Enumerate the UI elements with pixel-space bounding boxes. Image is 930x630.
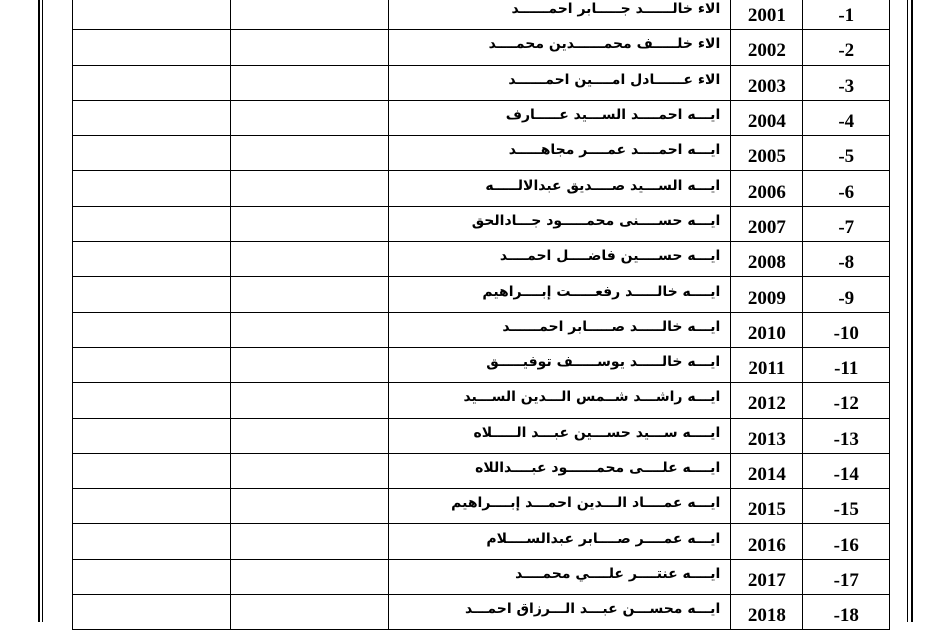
row-index-cell [803,418,890,453]
student-name-cell [389,418,731,453]
seat-number-cell [731,0,803,30]
row-index-cell [803,65,890,100]
row-index: -14 [833,464,859,485]
blank-cell-grade-2 [230,347,389,382]
student-name-cell [389,30,731,65]
student-name: ايــــه خالـــــد رفعـــــت إبــــراهيم [482,283,721,300]
blank-cell-grade-1 [73,277,231,312]
table-row [73,0,890,30]
table-row [73,347,890,382]
seat-number-cell [731,559,803,594]
student-name: ايـــه حســــين فاضــــل احمــــد [499,248,721,265]
seat-number: 2011 [748,358,786,380]
student-name-cell [389,65,731,100]
row-index-cell [803,242,890,277]
row-index-cell [803,489,890,524]
student-name-cell [389,595,731,630]
row-index: -5 [838,146,855,168]
blank-cell-grade-1 [73,136,231,171]
seat-number-cell [731,136,803,171]
seat-number-cell [731,206,803,241]
blank-cell-grade-2 [230,30,389,65]
student-name: ايـــه الســـيد صــــديق عبدالالـــــه [485,177,721,194]
blank-cell-grade-2 [230,489,389,524]
seat-number: 2003 [747,75,786,97]
row-index-cell [803,171,890,206]
blank-cell-grade-2 [230,453,389,488]
seat-number: 2010 [747,322,786,344]
seat-number: 2018 [747,605,786,627]
student-name: ايـــه محســـن عبـــد الـــرزاق احمـــد [464,601,721,618]
seat-number-cell [731,383,803,418]
blank-cell-grade-2 [230,383,389,418]
student-name: الاء خلـــــف محمــــــدين محمــــد [488,36,721,53]
student-name-cell [389,347,731,382]
student-name: ايـــه خالـــــد يوســـــف توفيـــــق [486,354,721,371]
seat-number: 2014 [747,464,786,485]
student-name-cell [389,136,731,171]
blank-cell-grade-2 [230,559,389,594]
table-row [73,418,890,453]
row-index-cell [803,383,890,418]
row-index: -16 [833,534,859,556]
seat-number-cell [731,347,803,382]
blank-cell-grade-2 [230,418,389,453]
blank-cell-grade-2 [230,524,389,559]
student-name-cell [389,559,731,594]
row-index: -13 [833,428,859,450]
row-index-cell [803,277,890,312]
seat-number: 2001 [747,5,786,27]
seat-number-cell [731,524,803,559]
student-name-cell [389,171,731,206]
student-name: ايـــه احمــــد عمــــر مجاهـــــد [508,142,721,159]
row-index-cell [803,559,890,594]
seat-number: 2007 [747,216,786,238]
blank-cell-grade-2 [230,242,389,277]
blank-cell-grade-1 [73,453,231,488]
table-row [73,453,890,488]
student-name-cell [389,0,731,30]
student-name-cell [389,100,731,135]
student-name: ايـــه حســــنى محمـــــود جـــادالحق [471,212,721,229]
table-row [73,312,890,347]
row-index: -8 [838,252,855,274]
seat-number-cell [731,100,803,135]
row-index-cell [803,100,890,135]
row-index-cell [803,136,890,171]
seat-number: 2013 [747,428,786,450]
student-name: ايــــه علــــى محمــــــود عبــــداللاه [475,460,721,476]
student-name-cell [389,242,731,277]
seat-number-cell [731,30,803,65]
blank-cell-grade-1 [73,559,231,594]
blank-cell-grade-1 [73,30,231,65]
table-row [73,100,890,135]
student-roster-table [72,0,890,630]
roster-table-body [73,0,890,630]
student-name-cell [389,206,731,241]
page-border-right-inner [907,0,908,622]
student-name: ايـــه عمــــر صــــابر عبدالســــلام [486,530,721,547]
table-row [73,595,890,630]
student-name: ايــــه عنتــــر علــــي محمــــد [515,565,721,582]
table-row [73,559,890,594]
row-index: -11 [834,358,859,380]
student-name-cell [389,312,731,347]
seat-number: 2004 [747,111,786,133]
row-index: -3 [838,75,855,97]
blank-cell-grade-1 [73,171,231,206]
row-index-cell [803,453,890,488]
blank-cell-grade-2 [230,65,389,100]
blank-cell-grade-2 [230,277,389,312]
blank-cell-grade-1 [73,418,231,453]
seat-number: 2008 [747,252,786,274]
row-index: -17 [833,569,859,591]
table-row [73,524,890,559]
seat-number: 2017 [747,569,786,591]
seat-number-cell [731,65,803,100]
student-name-cell [389,453,731,488]
student-name: ايـــه احمــــد الســـيد عـــــارف [505,107,721,124]
seat-number-cell [731,418,803,453]
row-index-cell [803,206,890,241]
seat-number-cell [731,595,803,630]
row-index: -6 [838,181,855,203]
table-row [73,30,890,65]
page-border-left [38,0,40,622]
row-index-cell [803,524,890,559]
row-index: -10 [833,322,859,344]
seat-number-cell [731,453,803,488]
blank-cell-grade-1 [73,595,231,630]
blank-cell-grade-1 [73,65,231,100]
seat-number: 2009 [747,287,786,309]
table-row [73,242,890,277]
blank-cell-grade-1 [73,489,231,524]
student-name-cell [389,277,731,312]
blank-cell-grade-1 [73,242,231,277]
table-row [73,171,890,206]
blank-cell-grade-1 [73,524,231,559]
row-index-cell [803,595,890,630]
row-index: -1 [838,5,855,27]
table-row [73,489,890,524]
seat-number-cell [731,489,803,524]
table-row [73,383,890,418]
blank-cell-grade-2 [230,100,389,135]
student-name: ايـــه راشـــد شــمس الـــدين الســـيد [463,389,721,406]
blank-cell-grade-2 [230,206,389,241]
student-name: ايـــه عمــــاد الـــدين احمـــد إبــــراهيم [451,495,721,512]
blank-cell-grade-2 [230,595,389,630]
seat-number-cell [731,277,803,312]
row-index: -9 [838,287,855,309]
table-row [73,277,890,312]
blank-cell-grade-1 [73,100,231,135]
row-index: -4 [838,111,855,133]
row-index: -15 [833,499,859,521]
blank-cell-grade-2 [230,136,389,171]
student-name: ايـــه خالـــــد صـــــابر احمــــــد [502,318,721,335]
blank-cell-grade-1 [73,383,231,418]
table-row [73,65,890,100]
blank-cell-grade-1 [73,0,231,30]
blank-cell-grade-2 [230,0,389,30]
seat-number-cell [731,242,803,277]
table-row [73,206,890,241]
row-index-cell [803,30,890,65]
page-border-left-inner [42,0,43,622]
page-border-right [911,0,913,622]
seat-number: 2016 [747,534,786,556]
blank-cell-grade-1 [73,312,231,347]
blank-cell-grade-1 [73,347,231,382]
row-index-cell [803,312,890,347]
blank-cell-grade-2 [230,171,389,206]
seat-number: 2005 [747,146,786,168]
seat-number: 2002 [747,40,786,62]
table-row [73,136,890,171]
blank-cell-grade-1 [73,206,231,241]
student-name: الاء خالــــــد جـــــابر احمــــــد [511,1,721,18]
row-index: -12 [833,393,859,415]
seat-number: 2006 [747,181,786,203]
row-index-cell [803,0,890,30]
row-index-cell [803,347,890,382]
student-name-cell [389,524,731,559]
student-name: ايــــه ســـيد حســـين عبـــد الـــــلاه [473,424,721,441]
seat-number-cell [731,171,803,206]
seat-number: 2012 [747,393,786,415]
blank-cell-grade-2 [230,312,389,347]
row-index: -7 [838,216,855,238]
row-index: -2 [838,40,855,62]
student-name-cell [389,383,731,418]
seat-number-cell [731,312,803,347]
row-index: -18 [833,605,859,627]
seat-number: 2015 [747,499,786,521]
student-name-cell [389,489,731,524]
student-name: الاء عــــــادل امــــين احمــــــد [508,71,721,88]
